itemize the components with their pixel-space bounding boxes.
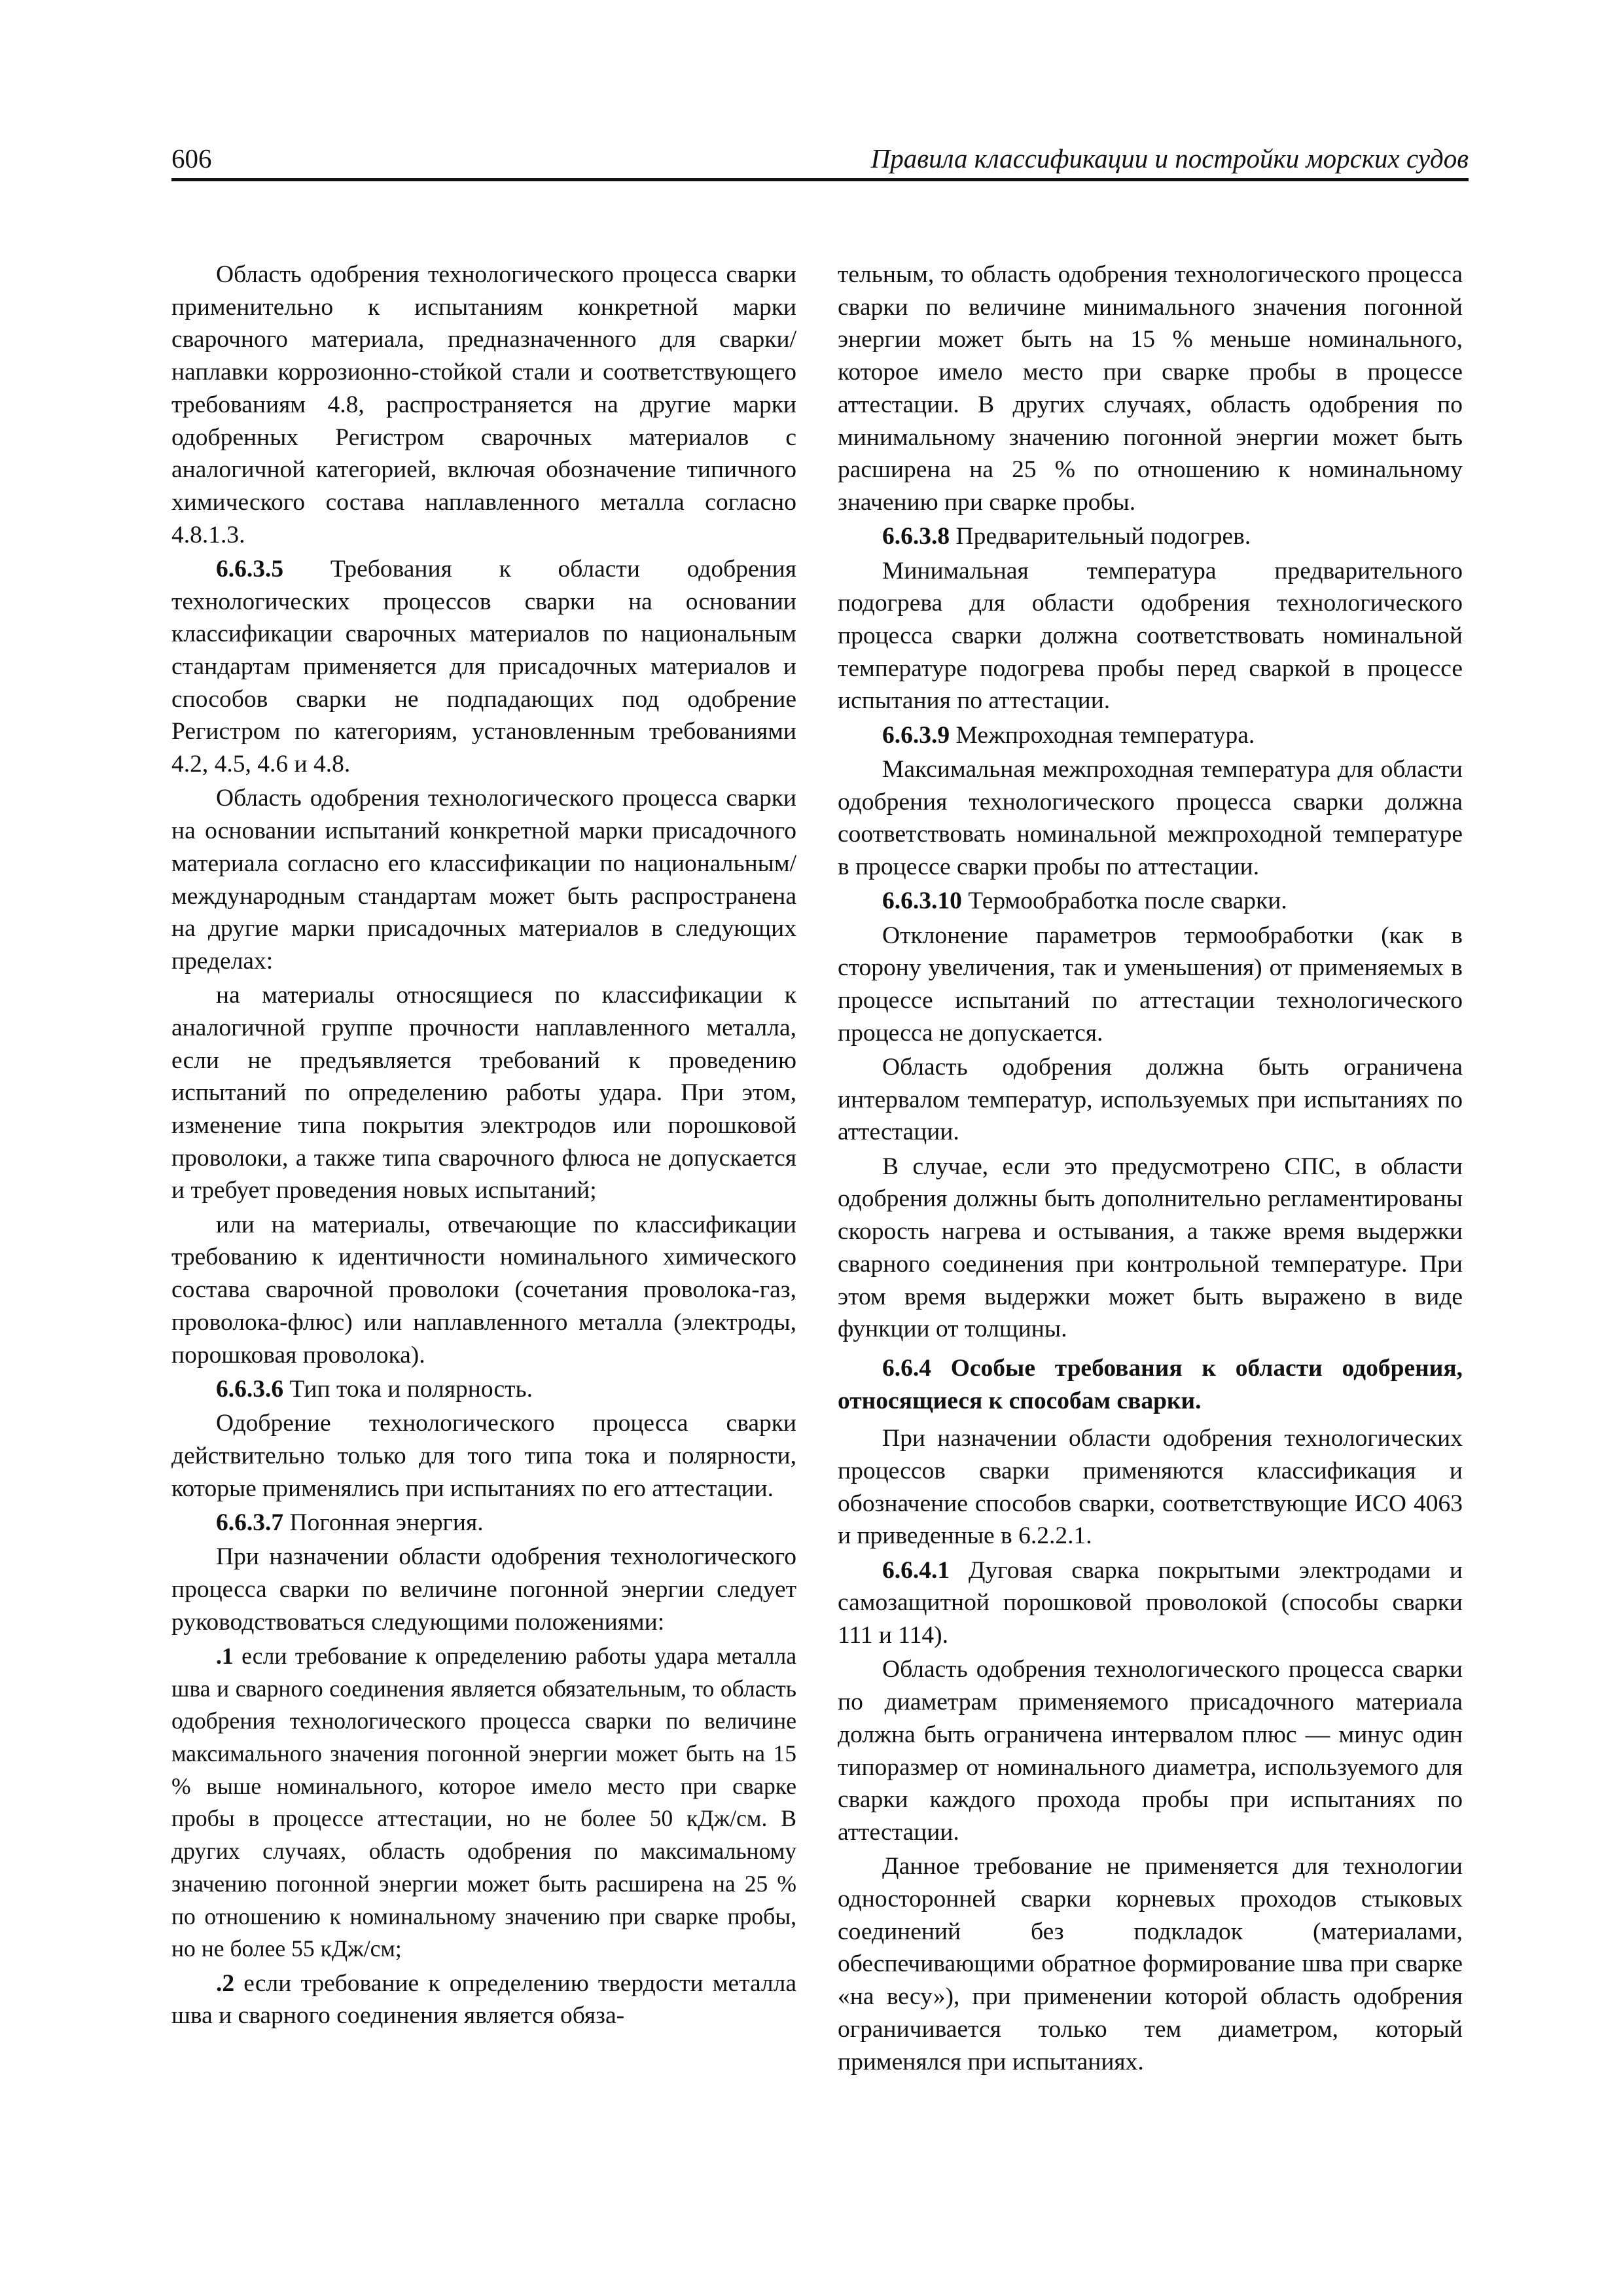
list-item-2 [171, 1967, 796, 2032]
section-6-6-3-10 [838, 885, 1463, 918]
item-number: .2 [216, 1969, 235, 1997]
page-number: 606 [171, 143, 212, 173]
section-heading-6-6-4: 6.6.4 Особые требования к области одобрения, относящиеся к способам сварки. [838, 1354, 1463, 1414]
paragraph: Минимальная температура предварительного подогрева для области одобрения технологического процесса сварки должна соответствовать номинальной температуре подогрева пробы перед сваркой в процессе испытания по аттестации. [838, 557, 1463, 715]
paragraph: При назначении области одобрения технологических процессов сварки применяются классификация и обозначение способов сварки, соответствующие ИСО 4063 и приведенные в 6.2.2.1. [838, 1425, 1463, 1550]
section-number: 6.6.4.1 [882, 1556, 950, 1584]
section-text: Дуговая сварка покрытыми электродами и самозащитной порошковой проволокой (способы сварки 111 и 114). [838, 1556, 1463, 1649]
section-6-6-3-8 [838, 520, 1463, 553]
paragraph: Область одобрения технологического процесса сварки применительно к испытаниям конкретной марки сварочного материала, предназначенного для сварки/наплавки коррозионно-стойкой стали и соответствующего требованиям 4.8, распространяется на другие марки одобренных Регистром сварочных материалов с аналогичной категорией, включая обозначение типичного химического состава наплавленного металла согласно 4.8.1.3. [171, 261, 796, 548]
section-text: Межпроходная температура. [950, 721, 1255, 749]
paragraph: Область одобрения технологического процесса сварки на основании испытаний конкретной марки присадочного материала согласно его классификации по национальным/международным стандартам может быть распространена на другие марки присадочных материалов в следующих пределах: [171, 785, 796, 975]
running-title: Правила классификации и постройки морских судов [870, 143, 1469, 173]
paragraph: Максимальная межпроходная температура для области одобрения технологического процесса сварки должна соответствовать номинальной межпроходной температуре в процессе сварки пробы по аттестации. [838, 755, 1463, 881]
right-column [838, 259, 1463, 2080]
paragraph: Область одобрения должна быть ограничена интервалом температур, используемых при испытаниях по аттестации. [838, 1054, 1463, 1146]
section-text: Требования к области одобрения технологических процессов сварки на основании классификации сварочных материалов по национальным стандартам применяется для присадочных материалов и способов сварки не подпадающих под одобрение Регистром по категориям, установленным требованиями 4.2, 4.5, 4.6 и 4.8. [171, 555, 796, 778]
section-text: Тип тока и полярность. [283, 1375, 533, 1403]
section-6-6-3-5 [171, 553, 796, 781]
section-number: 6.6.3.6 [216, 1375, 284, 1403]
item-text: если требование к определению работы удара металла шва и сварного соединения является обязательным, то область одобрения технологического процесса сварки по величине максимального значения погонной энергии может быть на 15 % выше номинального, которое имело место при сварке пробы в процессе аттестации, но не более 50 кДж/см. В других случаях, область одобрения по максимальному значению погонной энергии может быть расширена на 25 % по отношению к номинальному значению при сварке пробы, но не более 55 кДж/см; [171, 1642, 796, 1962]
section-6-6-3-6 [171, 1373, 796, 1406]
list-item-1 [171, 1640, 796, 1965]
section-text: Термообработка после сварки. [961, 888, 1287, 915]
section-6-6-3-9 [838, 719, 1463, 752]
section-number: 6.6.3.8 [882, 523, 950, 550]
section-number: 6.6.3.10 [882, 888, 962, 915]
section-number: 6.6.3.9 [882, 721, 950, 749]
left-column [171, 259, 796, 2034]
section-number: 6.6.3.7 [216, 1509, 284, 1536]
paragraph: Одобрение технологического процесса сварки действительно только для того типа тока и полярности, которые применялись при испытаниях по его аттестации. [171, 1410, 796, 1502]
paragraph: Отклонение параметров термообработки (как в сторону увеличения, так и уменьшения) от применяемых в процессе испытаний по аттестации технологического процесса не допускается. [838, 922, 1463, 1047]
paragraph: Область одобрения технологического процесса сварки по диаметрам применяемого присадочного материала должна быть ограничена интервалом плюс — минус один типоразмер от номинального диаметра, используемого для сварки каждого прохода пробы при испытаниях по аттестации. [838, 1656, 1463, 1846]
section-text: Предварительный подогрев. [950, 523, 1251, 550]
paragraph: В случае, если это предусмотрено СПС, в области одобрения должны быть дополнительно регламентированы скорость нагрева и остывания, а также время выдержки сварного соединения при контрольной температуре. При этом время выдержки может быть выражено в виде функции от толщины. [838, 1153, 1463, 1343]
paragraph: При назначении области одобрения технологического процесса сварки по величине погонной энергии следует руководствоваться следующими положениями: [171, 1543, 796, 1636]
item-text: если требование к определению твердости металла шва и сварного соединения является обяза- [171, 1969, 796, 2030]
paragraph: Данное требование не применяется для технологии односторонней сварки корневых проходов стыковых соединений без подкладок (материалами, обеспечивающими обратное формирование шва при сварке «на весу»), при применении которой область одобрения ограничивается только тем диаметром, который применялся при испытаниях. [838, 1853, 1463, 2075]
section-6-6-3-7 [171, 1507, 796, 1539]
section-6-6-4-1 [838, 1554, 1463, 1652]
paragraph: или на материалы, отвечающие по классификации требованию к идентичности номинального химического состава сварочной проволоки (сочетания проволока-газ, проволока-флюс) или наплавленного металла (электроды, порошковая проволока). [171, 1211, 796, 1369]
section-number: 6.6.3.5 [216, 555, 284, 583]
item-number: .1 [216, 1642, 234, 1669]
paragraph: на материалы относящиеся по классификации к аналогичной группе прочности наплавленного металла, если не предъявляется требований к проведению испытаний по определению работы удара. При этом, изменение типа покрытия электродов или порошковой проволоки, а также типа сварочного флюса не допускается и требует проведения новых испытаний; [171, 982, 796, 1204]
section-text: Погонная энергия. [283, 1509, 484, 1536]
paragraph: тельным, то область одобрения технологического процесса сварки по величине минимального значения погонной энергии может быть на 15 % меньше номинального, которое имело место при сварке пробы в процессе аттестации. В других случаях, область одобрения по минимальному значению погонной энергии может быть расширена на 25 % по отношению к номинальному значению при сварке пробы. [838, 261, 1463, 516]
page-header [171, 137, 1469, 181]
